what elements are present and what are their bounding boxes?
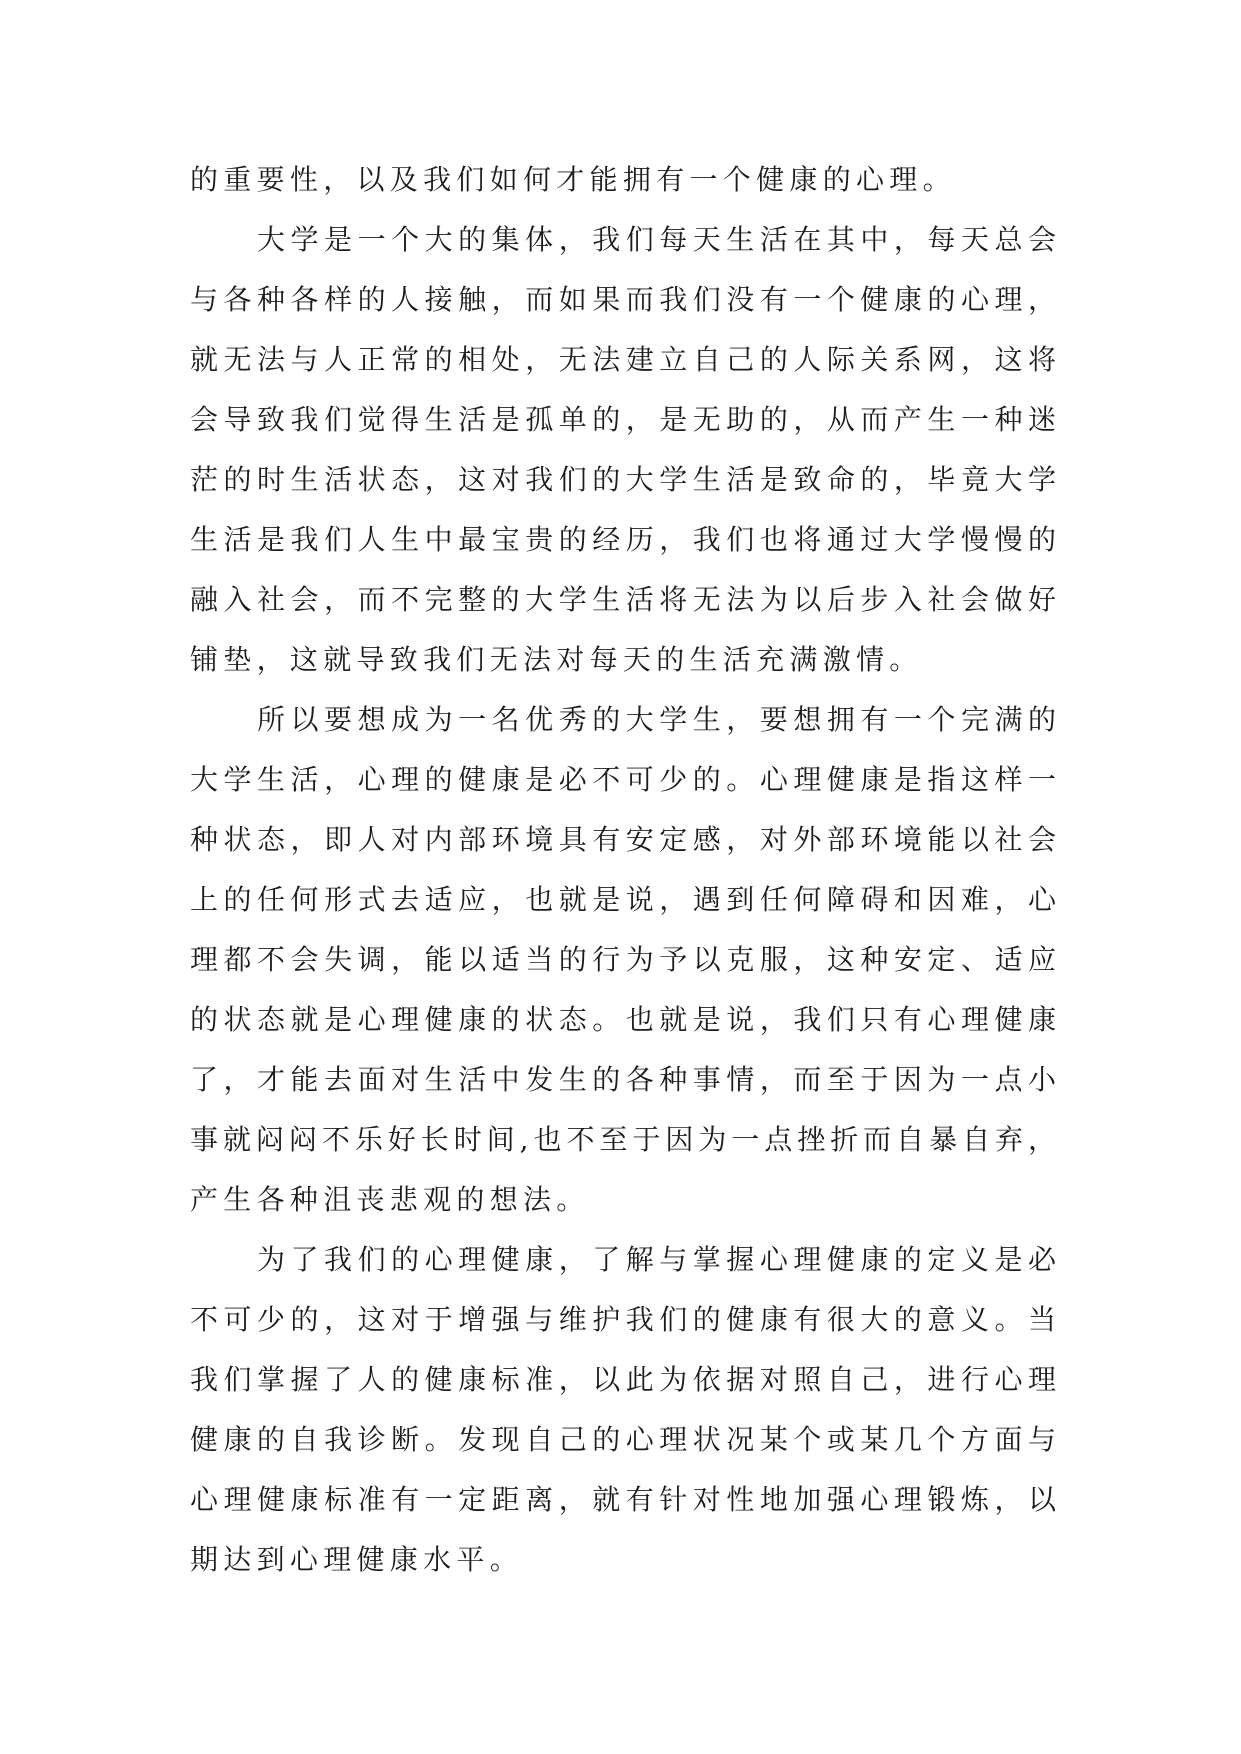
text-line: 事就闷闷不乐好长时间,也不至于因为一点挫折而自暴自弃， xyxy=(190,1123,1056,1156)
text-line: 的状态就是心理健康的状态。也就是说，我们只有心理健康 xyxy=(190,1003,1056,1036)
text-line: 的重要性，以及我们如何才能拥有一个健康的心理。 xyxy=(190,163,956,196)
text-line: 茫的时生活状态，这对我们的大学生活是致命的，毕竟大学 xyxy=(190,463,1056,496)
text-line: 期达到心理健康水平。 xyxy=(190,1543,524,1576)
text-line: 生活是我们人生中最宝贵的经历，我们也将通过大学慢慢的 xyxy=(190,523,1056,556)
text-line: 产生各种沮丧悲观的想法。 xyxy=(190,1183,590,1216)
text-line: 会导致我们觉得生活是孤单的，是无助的，从而产生一种迷 xyxy=(190,403,1056,436)
text-line: 健康的自我诊断。发现自己的心理状况某个或某几个方面与 xyxy=(190,1423,1056,1456)
text-line: 心理健康标准有一定距离，就有针对性地加强心理锻炼，以 xyxy=(190,1483,1056,1516)
text-line: 种状态，即人对内部环境具有安定感，对外部环境能以社会 xyxy=(190,823,1056,856)
paragraph xyxy=(190,150,1056,210)
text-line: 融入社会，而不完整的大学生活将无法为以后步入社会做好 xyxy=(190,583,1056,616)
page-body xyxy=(190,150,1056,1590)
text-line: 与各种各样的人接触，而如果而我们没有一个健康的心理， xyxy=(190,283,1056,316)
text-line: 为了我们的心理健康，了解与掌握心理健康的定义是必 xyxy=(257,1243,1056,1276)
text-line: 了，才能去面对生活中发生的各种事情，而至于因为一点小 xyxy=(190,1063,1056,1096)
text-line: 大学生活，心理的健康是必不可少的。心理健康是指这样一 xyxy=(190,763,1056,796)
text-line: 理都不会失调，能以适当的行为予以克服，这种安定、适应 xyxy=(190,943,1056,976)
paragraph xyxy=(190,210,1056,690)
text-line: 不可少的，这对于增强与维护我们的健康有很大的意义。当 xyxy=(190,1303,1056,1336)
paragraph xyxy=(190,690,1056,1230)
text-line: 就无法与人正常的相处，无法建立自己的人际关系网，这将 xyxy=(190,343,1056,376)
paragraph xyxy=(190,1230,1056,1590)
text-line: 所以要想成为一名优秀的大学生，要想拥有一个完满的 xyxy=(257,703,1056,736)
text-line: 铺垫，这就导致我们无法对每天的生活充满激情。 xyxy=(190,643,923,676)
text-line: 我们掌握了人的健康标准，以此为依据对照自己，进行心理 xyxy=(190,1363,1056,1396)
text-line: 大学是一个大的集体，我们每天生活在其中，每天总会 xyxy=(257,223,1056,256)
text-line: 上的任何形式去适应，也就是说，遇到任何障碍和因难，心 xyxy=(190,883,1056,916)
